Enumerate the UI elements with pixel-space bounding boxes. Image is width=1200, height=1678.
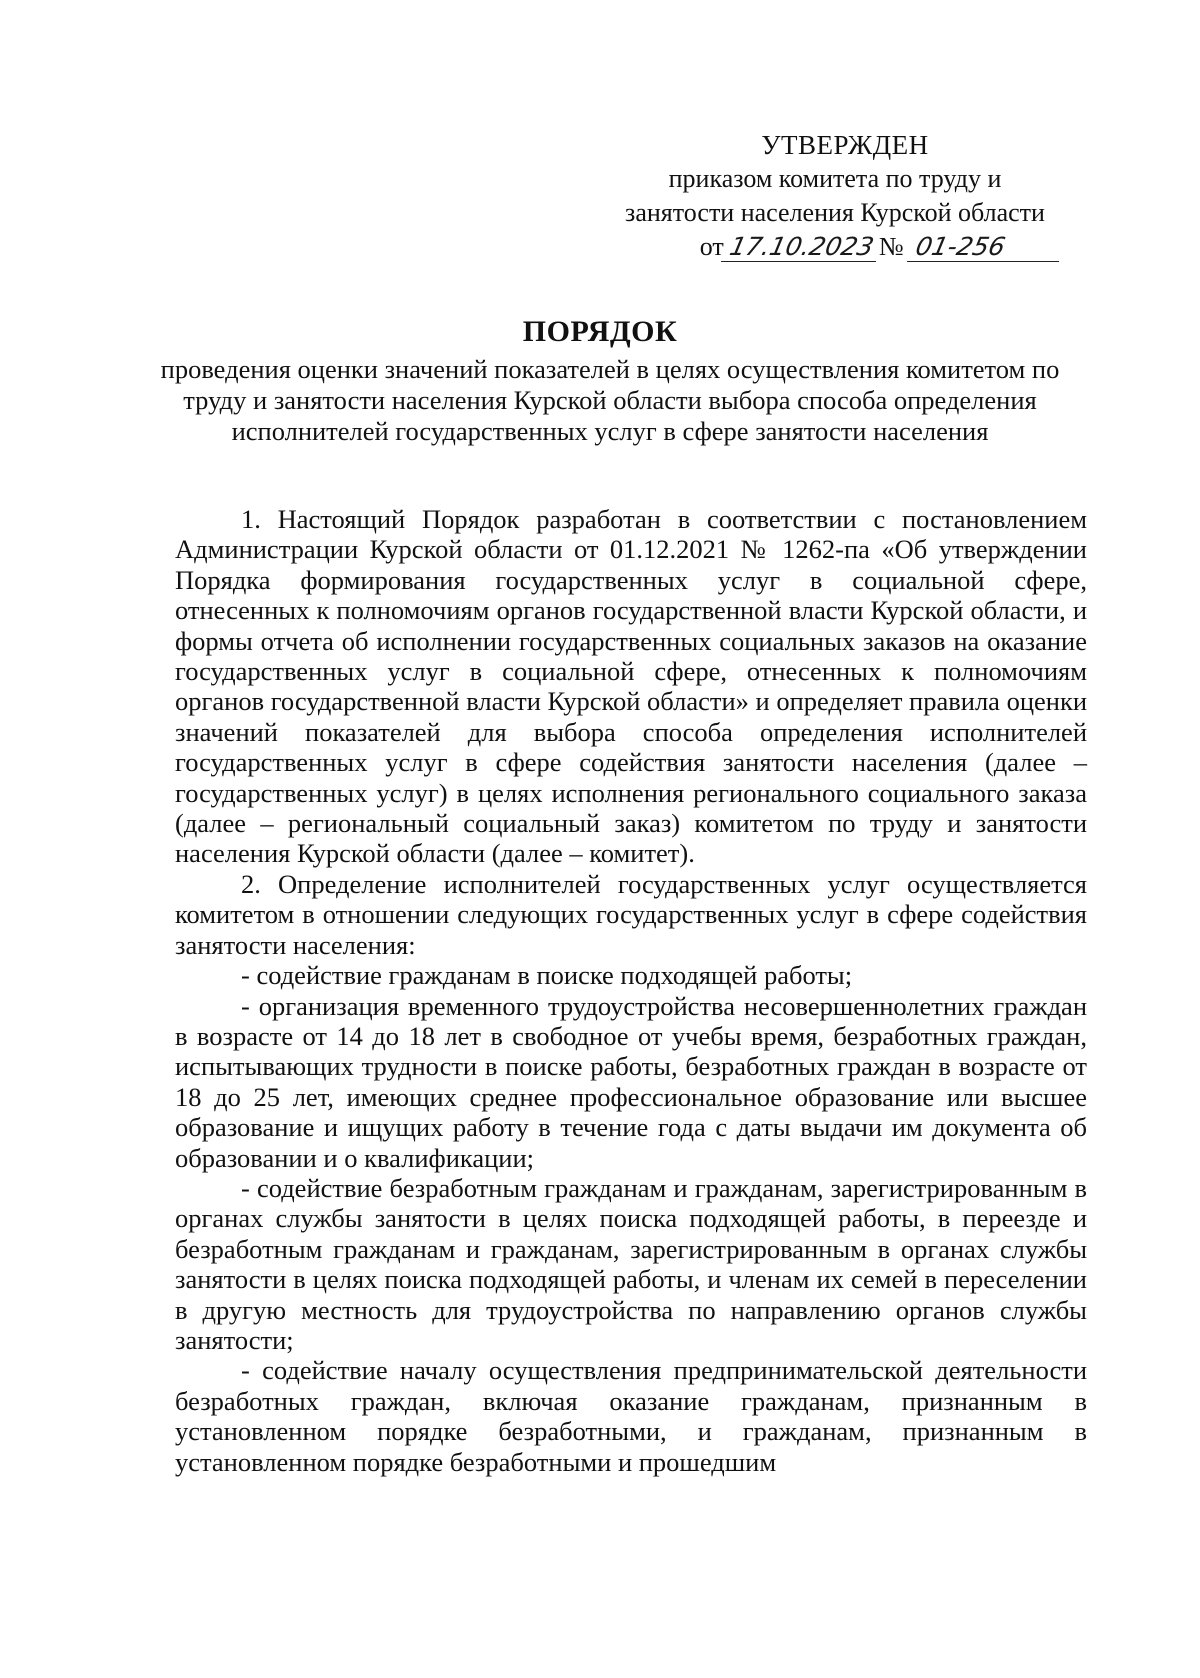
- list-item-1: - содействие гражданам в поиске подходящей работы;: [241, 960, 853, 991]
- paragraph-1: 1. Настоящий Порядок разработан в соответствии с постановлением Администрации Курской области от 01.12.2021 № 1262-па «Об утверждении Порядка формирования государственных услуг в социальной сфере, отнесенных к полномочиям органов государственной власти Курской области, и формы отчета об исполнении государственных социальных заказов на оказание государственных услуг в социальной сфере, отнесенных к полномочиям органов государственной власти Курской области» и определяет правила оценки значений показателей для выбора способа определения исполнителей государственных услуг в сфере содействия занятости населения (далее – государственных услуг) в целях исполнения регионального социального заказа (далее – региональный социальный заказ) комитетом по труду и занятости населения Курской области (далее – комитет).: [175, 504, 1087, 869]
- paragraph-2: 2. Определение исполнителей государственных услуг осуществляется комитетом в отношении следующих государственных услуг в сфере содействия занятости населения:: [175, 868, 1087, 960]
- approval-stamp-block: [600, 128, 1070, 264]
- approval-line-2: занятости населения Курской области: [625, 198, 1045, 227]
- document-title: ПОРЯДОК: [522, 315, 678, 348]
- list-item-3: - содействие безработным гражданам и гражданам, зарегистрированным в органах службы занятости в целях поиска подходящей работы, в переезде и безработным гражданам и гражданам, зарегистрированным в органах службы занятости в целях поиска подходящей работы, и членам их семей в переселении в другую местность для трудоустройства по направлению органов службы занятости;: [175, 1172, 1087, 1355]
- list-item-2: - организация временного трудоустройства несовершеннолетних граждан в возрасте от 14 до 18 лет в свободное от учебы время, безработных граждан, испытывающих трудности в поиске работы, безработных граждан в возрасте от 18 до 25 лет, имеющих среднее профессиональное образование или высшее образование и ищущих работу в течение года с даты выдачи им документа об образовании и о квалификации;: [175, 990, 1087, 1173]
- approval-date-number-line: [700, 230, 1062, 264]
- approval-heading: УТВЕРЖДЕН: [761, 130, 929, 160]
- handwritten-number: 01-256: [907, 233, 1065, 262]
- document-body: [175, 504, 1087, 1477]
- document-subtitle: проведения оценки значений показателей в целях осуществления комитетом по труду и занятости населения Курской области выбора способа определения исполнителей государственных услуг в сфере занятости населения: [160, 354, 1060, 446]
- from-label: от: [699, 232, 724, 261]
- list-item-4: - содействие началу осуществления предпринимательской деятельности безработных граждан, включая оказание гражданам, признанным в установленном порядке безработными, и гражданам, признанным в установленном порядке безработными и прошедшим: [175, 1355, 1087, 1477]
- handwritten-date: 17.10.2023: [721, 233, 882, 262]
- approval-line-1: приказом комитета по труду и: [668, 164, 1002, 193]
- number-label: №: [878, 232, 904, 261]
